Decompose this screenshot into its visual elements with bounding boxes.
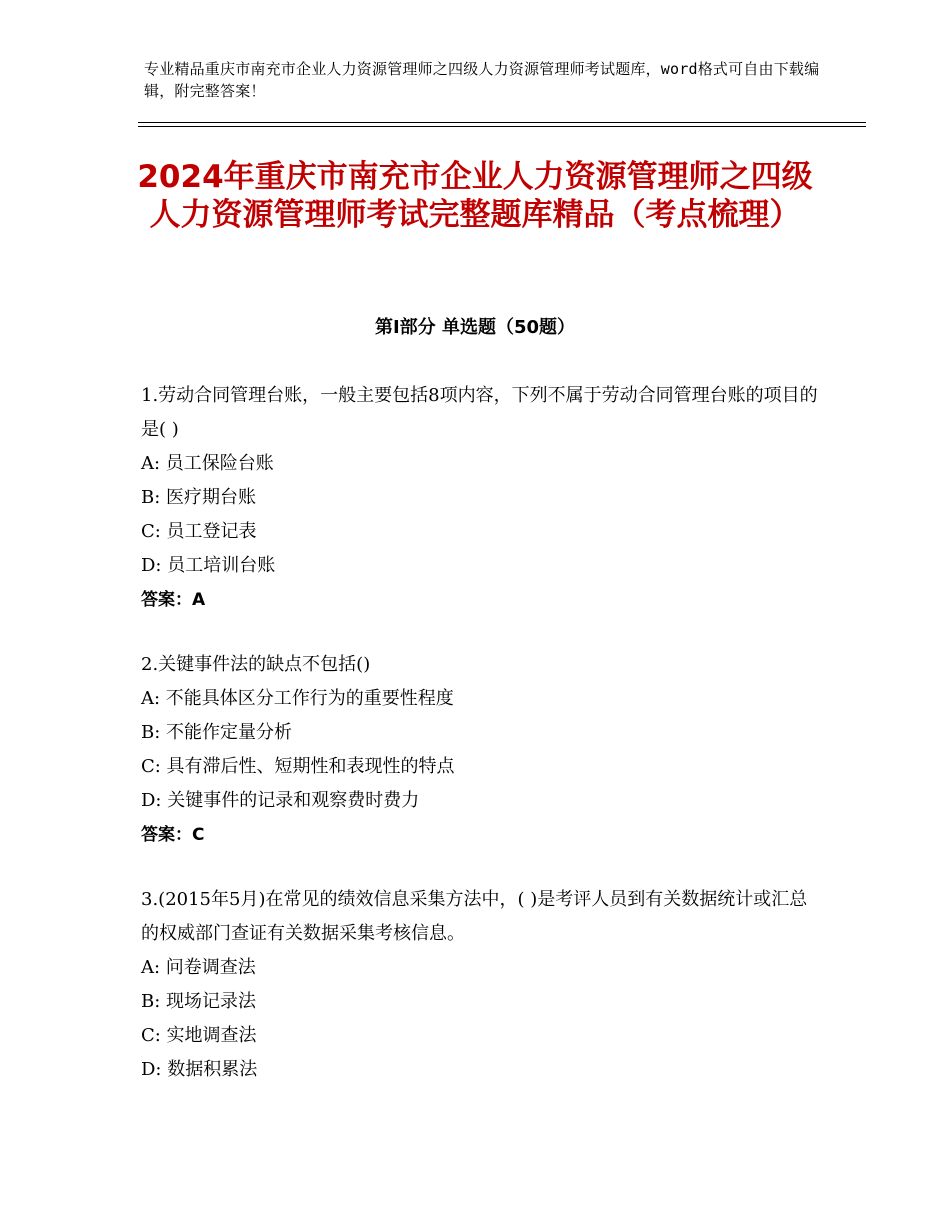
question-stem: 1.劳动合同管理台账，一般主要包括8项内容，下列不属于劳动合同管理台账的项目的是( ): [141, 385, 818, 440]
option-c: C: 员工登记表: [141, 521, 257, 542]
question-1: [141, 379, 821, 617]
question-3: [141, 883, 821, 1087]
section-title: 第Ⅰ部分 单选题（50题）: [374, 317, 575, 338]
question-2: [141, 648, 821, 852]
document-title: 2024年重庆市南充市企业人力资源管理师之四级人力资源管理师考试完整题库精品（考点梳理）: [137, 159, 813, 233]
header-divider-line: [138, 122, 866, 123]
option-c: C: 实地调查法: [141, 1025, 257, 1046]
option-b: B: 现场记录法: [141, 991, 257, 1012]
answer-line: 答案：C: [141, 825, 205, 845]
header-divider-line: [138, 126, 866, 127]
option-a: A: 员工保险台账: [141, 453, 274, 474]
question-stem: 2.关键事件法的缺点不包括(): [141, 654, 371, 675]
answer-line: 答案：A: [141, 590, 206, 610]
option-b: B: 不能作定量分析: [141, 722, 293, 743]
question-stem: 3.(2015年5月)在常见的绩效信息采集方法中，( )是考评人员到有关数据统计或汇总的权威部门查证有关数据采集考核信息。: [141, 889, 808, 944]
option-d: D: 员工培训台账: [141, 555, 276, 576]
option-b: B: 医疗期台账: [141, 487, 257, 508]
option-c: C: 具有滞后性、短期性和表现性的特点: [141, 756, 455, 777]
option-d: D: 关键事件的记录和观察费时费力: [141, 790, 420, 811]
header-note: 专业精品重庆市南充市企业人力资源管理师之四级人力资源管理师考试题库，word格式可自由下载编辑，附完整答案！: [144, 60, 820, 100]
question-list: [141, 379, 821, 1118]
option-a: A: 不能具体区分工作行为的重要性程度: [141, 688, 454, 709]
option-d: D: 数据积累法: [141, 1059, 258, 1080]
option-a: A: 问卷调查法: [141, 957, 256, 978]
